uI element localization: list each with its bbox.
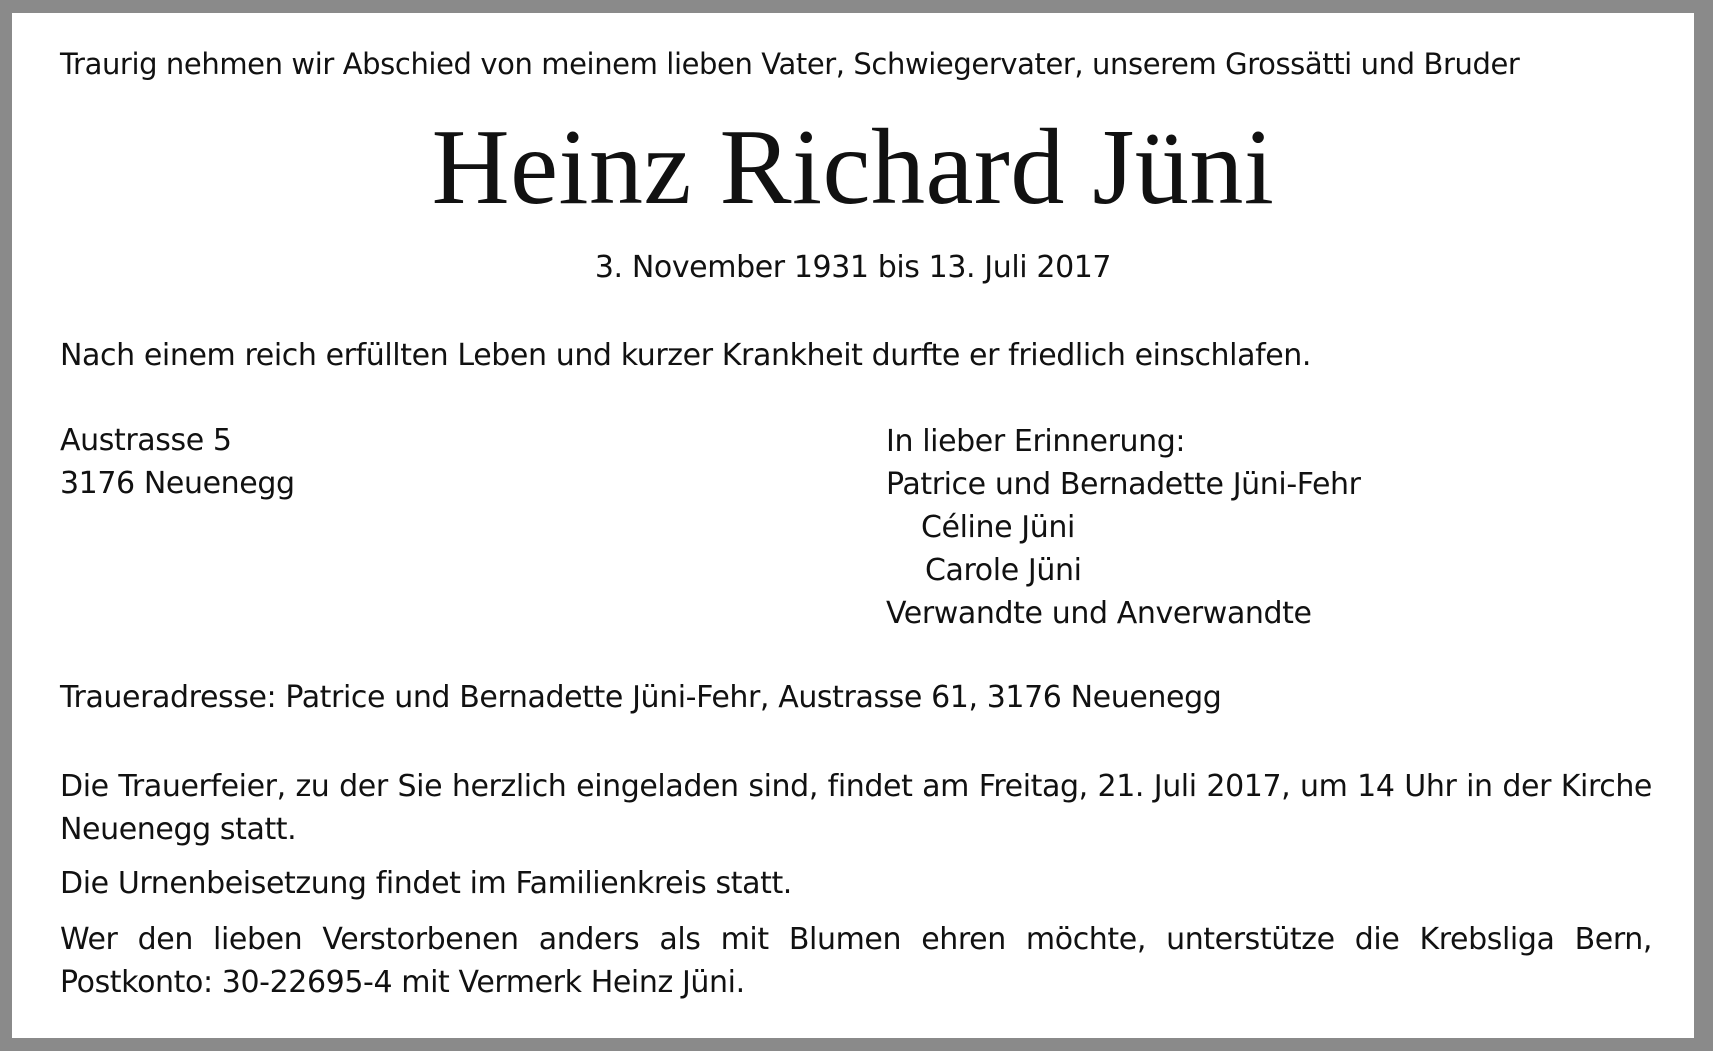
mourner-name: Patrice und Bernadette Jüni-Fehr [886,467,1361,502]
life-dates: 3. November 1931 bis 13. Juli 2017 [594,250,1112,285]
donation-text: Wer den lieben Verstorbenen anders als mit Blumen ehren möchte, unterstütze die Krebsliga Bern, Postkonto: 30-22695-4 mit Vermerk Heinz Jüni. [60,922,1652,1000]
address-city: 3176 Neuenegg [60,466,295,501]
deceased-name: Heinz Richard Jüni [431,108,1275,227]
home-address [60,420,295,506]
urn-burial-text: Die Urnenbeisetzung findet im Familienkreis statt. [60,866,792,901]
mourner-name: Céline Jüni [921,510,1075,545]
mourners-heading: In lieber Erinnerung: [886,424,1186,459]
mourner-name: Verwandte und Anverwandte [886,596,1312,631]
farewell-text: Nach einem reich erfüllten Leben und kurzer Krankheit durfte er friedlich einschlafen. [60,338,1312,373]
mourner-name: Carole Jüni [925,553,1082,588]
funeral-service-text: Die Trauerfeier, zu der Sie herzlich eingeladen sind, findet am Freitag, 21. Juli 2017, um 14 Uhr in der Kirche Neuenegg statt. [60,769,1652,847]
address-street: Austrasse 5 [60,423,232,458]
obituary-notice [12,13,1694,1038]
intro-text: Traurig nehmen wir Abschied von meinem lieben Vater, Schwiegervater, unserem Grossätti und Bruder [60,47,1520,81]
mourning-address: Traueradresse: Patrice und Bernadette Jüni-Fehr, Austrasse 61, 3176 Neuenegg [60,680,1222,715]
mourners-list [886,420,1361,635]
